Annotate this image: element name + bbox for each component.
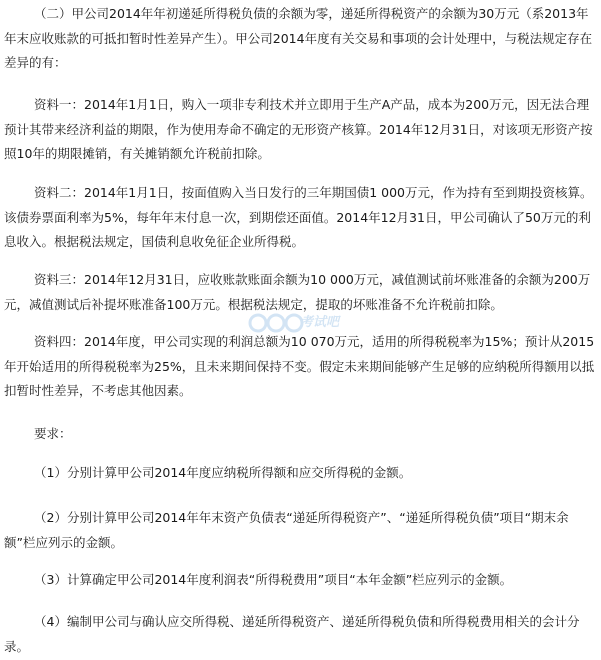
requirement-4: （4）编制甲公司与确认应交所得税、递延所得税资产、递延所得税负债和所得税费用相关的会计分录。 xyxy=(4,614,580,654)
material-two: 资料二：2014年1月1日，按面值购入当日发行的三年期国债1 000万元，作为持有至到期投资核算。该债券票面利率为5%，每年年末付息一次，到期偿还面值。2014年12月31日，甲公司确认了50万元的利息收入。根据税法规定，国债利息收免征企业所得税。 xyxy=(4,185,593,249)
intro-paragraph: （二）甲公司2014年年初递延所得税负债的余额为零，递延所得税资产的余额为30万元（系2013年年末应收账款的可抵扣暂时性差异产生）。甲公司2014年度有关交易和事项的会计处理中，与税法规定存在差异的有： xyxy=(4,6,593,70)
watermark-text: 考试吧 xyxy=(300,315,340,330)
material-three: 资料三：2014年12月31日，应收账款账面余额为10 000万元，减值测试前坏账准备的余额为200万元，减值测试后补提坏账准备100万元。根据税法规定，提取的坏账准备不允许税前扣除。 xyxy=(4,272,591,312)
material-four: 资料四：2014年度，甲公司实现的利润总额为10 070万元，适用的所得税税率为15%；预计从2015年开始适用的所得税税率为25%，且未来期间保持不变。假定未来期间能够产生足够的应纳税所得额用以抵扣暂时性差异，不考虑其他因素。 xyxy=(4,334,595,398)
requirement-2: （2）分别计算甲公司2014年年末资产负债表“递延所得税资产”、“递延所得税负债”项目“期末余额”栏应列示的金额。 xyxy=(4,510,569,550)
requirement-1: （1）分别计算甲公司2014年度应纳税所得额和应交所得税的金额。 xyxy=(34,465,412,480)
requirement-3: （3）计算确定甲公司2014年度利润表“所得税费用”项目“本年金额”栏应列示的金额。 xyxy=(34,572,513,587)
material-one: 资料一：2014年1月1日，购入一项非专利技术并立即用于生产A产品，成本为200万元，因无法合理预计其带来经济利益的期限，作为使用寿命不确定的无形资产核算。2014年12月31日，对该项无形资产按照10年的期限摊销，有关摊销额允许税前扣除。 xyxy=(4,97,593,161)
requirements-title: 要求： xyxy=(34,426,72,441)
